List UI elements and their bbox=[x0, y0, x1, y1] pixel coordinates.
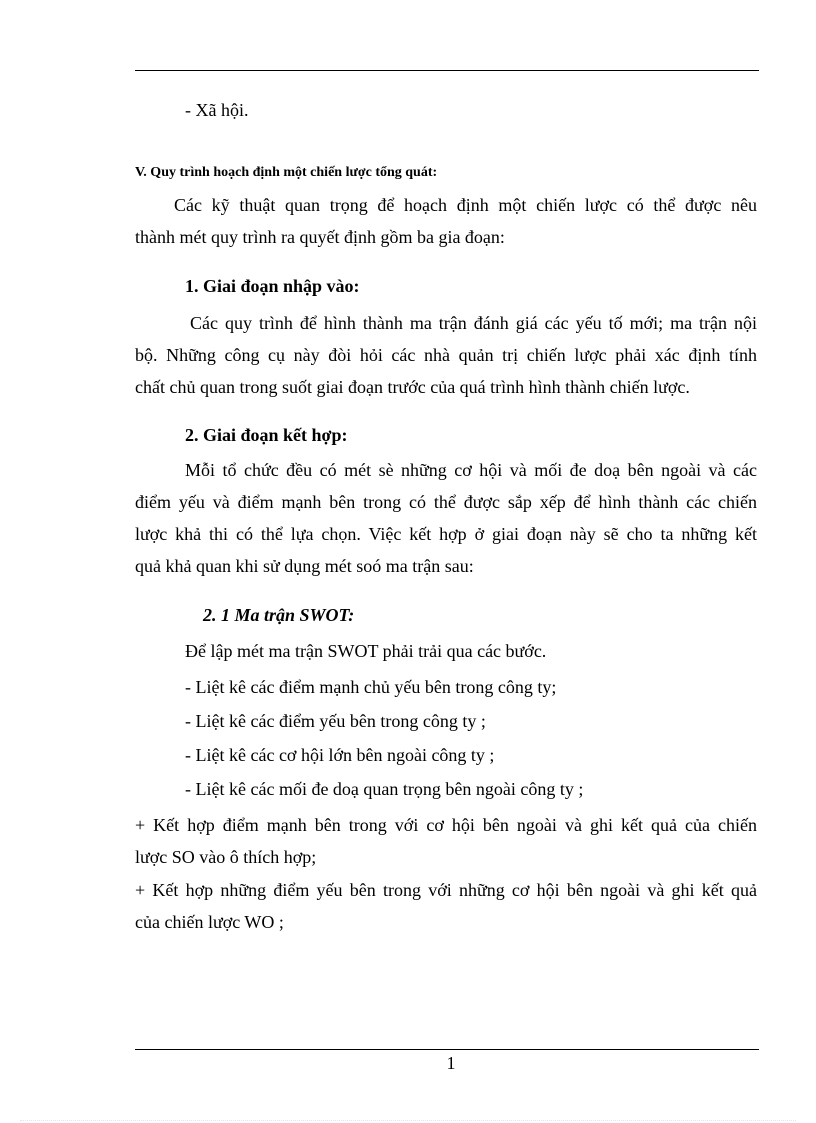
stage2-line-4: quả khả quan khi sử dụng mét soó ma trận sau: bbox=[135, 556, 474, 576]
swot-intro: Để lập mét ma trận SWOT phải trải qua các bước. bbox=[185, 641, 547, 661]
stage2-heading: 2. Giai đoạn kết hợp: bbox=[185, 425, 348, 445]
swot-step: - Liệt kê các mối đe doạ quan trọng bên ngoài công ty ; bbox=[185, 779, 584, 799]
swot-wo-line-1: + Kết hợp những điểm yếu bên trong với những cơ hội bên ngoài và ghi kết quả bbox=[135, 880, 757, 900]
stage1-line-3: chất chủ quan trong suốt giai đoạn trước của quá trình hình thành chiến lược. bbox=[135, 377, 690, 397]
list-item-society: - Xã hội. bbox=[185, 100, 249, 120]
swot-wo-line-2: của chiến lược WO ; bbox=[135, 912, 284, 932]
swot-step: - Liệt kê các cơ hội lớn bên ngoài công ty ; bbox=[185, 745, 495, 765]
stage2-line-2: điểm yếu và điểm mạnh bên trong có thể được sắp xếp để hình thành các chiến bbox=[135, 492, 757, 512]
section-heading: V. Quy trình hoạch định một chiến lược tổng quát: bbox=[135, 165, 438, 180]
stage1-heading: 1. Giai đoạn nhập vào: bbox=[185, 276, 360, 296]
swot-step: - Liệt kê các điểm mạnh chủ yếu bên trong công ty; bbox=[185, 677, 557, 697]
swot-so-line-1: + Kết hợp điểm mạnh bên trong với cơ hội bên ngoài và ghi kết quả của chiến bbox=[135, 815, 757, 835]
intro-line-2: thành mét quy trình ra quyết định gồm ba gia đoạn: bbox=[135, 227, 505, 247]
swot-heading: 2. 1 Ma trận SWOT: bbox=[203, 605, 355, 625]
page-number: 1 bbox=[446, 1053, 456, 1073]
intro-line-1: Các kỹ thuật quan trọng để hoạch định một chiến lược có thể được nêu bbox=[174, 195, 757, 215]
swot-step: - Liệt kê các điểm yếu bên trong công ty ; bbox=[185, 711, 486, 731]
stage2-line-3: lược khả thi có thể lựa chọn. Việc kết hợp ở giai đoạn này sẽ cho ta những kết bbox=[135, 524, 757, 544]
footer-rule bbox=[135, 1049, 759, 1050]
header-rule bbox=[135, 70, 759, 71]
stage2-line-1: Mỗi tổ chức đều có mét sè những cơ hội và mối đe doạ bên ngoài và các bbox=[185, 460, 757, 480]
page-edge-divider bbox=[20, 1120, 796, 1121]
stage1-line-1: Các quy trình để hình thành ma trận đánh giá các yếu tố mới; ma trận nội bbox=[190, 313, 757, 333]
swot-so-line-2: lược SO vào ô thích hợp; bbox=[135, 847, 317, 867]
stage1-line-2: bộ. Những công cụ này đòi hỏi các nhà quản trị chiến lược phải xác định tính bbox=[135, 345, 757, 365]
